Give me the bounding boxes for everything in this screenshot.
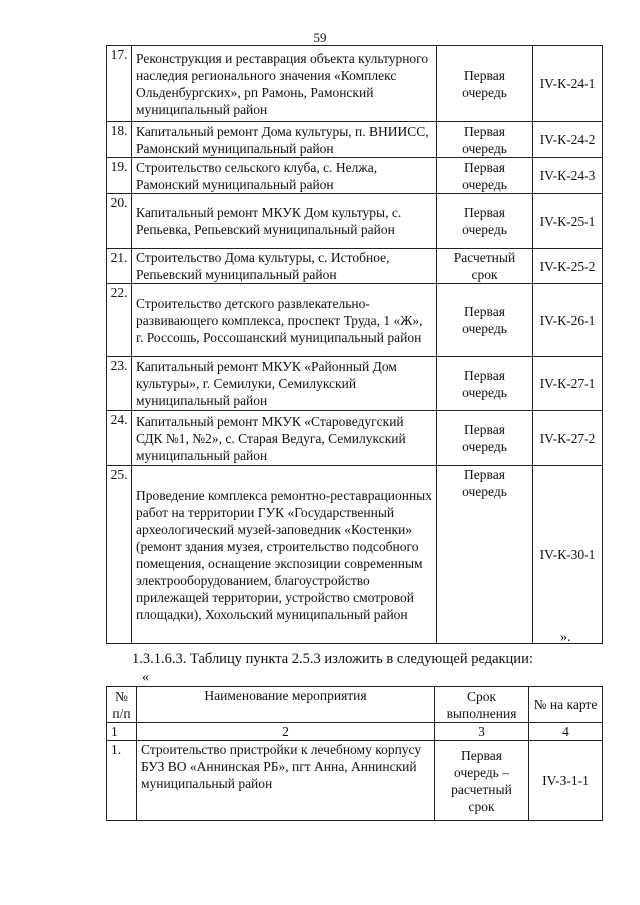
row-name: Капитальный ремонт МКУК Дом культуры, с. Репьевка, Репьевский муниципальный район <box>132 194 437 249</box>
row-code: IV-З-1-1 <box>529 741 603 821</box>
header-term: Срок выполнения <box>435 687 529 723</box>
paragraph-text: 1.3.1.6.3. Таблицу пункта 2.5.3 изложить в следующей редакции: <box>132 651 533 667</box>
row-code: IV-К-24-3 <box>533 158 603 194</box>
facilities-table <box>106 45 603 644</box>
col-number: 3 <box>435 723 529 741</box>
row-number: 25. <box>107 466 132 644</box>
row-number: 24. <box>107 411 132 466</box>
row-code: IV-К-27-1 <box>533 357 603 411</box>
row-code: IV-К-30-1 <box>533 466 603 644</box>
row-number: 23. <box>107 357 132 411</box>
row-term: Первая очередь <box>437 411 533 466</box>
col-number: 1 <box>107 723 137 741</box>
row-number: 22. <box>107 284 132 357</box>
table-row <box>107 122 603 158</box>
row-name: Капитальный ремонт МКУК «Районный Дом культуры», г. Семилуки, Семилукский муниципальный район <box>132 357 437 411</box>
row-term: Первая очередь – расчетный срок <box>435 741 529 821</box>
row-number: 17. <box>107 46 132 122</box>
col-number: 4 <box>529 723 603 741</box>
row-name: Строительство пристройки к лечебному корпусу БУЗ ВО «Аннинская РБ», пгт Анна, Аннинский муниципальный район <box>137 741 435 821</box>
row-name: Строительство детского развлекательно-развивающего комплекса, проспект Труда, 1 «Ж», г. Россошь, Россошанский муниципальный район <box>132 284 437 357</box>
row-name: Строительство Дома культуры, с. Истобное, Репьевский муниципальный район <box>132 249 437 284</box>
row-code: IV-К-25-1 <box>533 194 603 249</box>
table-row <box>107 466 603 644</box>
opening-quote: « <box>142 670 149 685</box>
row-term: Первая очередь <box>437 122 533 158</box>
col-number: 2 <box>137 723 435 741</box>
row-term: Расчетный срок <box>437 249 533 284</box>
column-number-row <box>107 723 603 741</box>
table-row <box>107 357 603 411</box>
row-term: Первая очередь <box>437 158 533 194</box>
row-name: Проведение комплекса ремонтно-реставрационных работ на территории ГУК «Государственный археологический музей-заповедник «Костенки» (ремонт здания музея, строительство подсобного помещения, оснащение экспозиции современным электрооборудованием, благоустройство прилежащей территории, устройство смотровой площадки), Хохольский муниципальный район <box>132 466 437 644</box>
header-num: № п/п <box>107 687 137 723</box>
row-term: Первая очередь <box>437 46 533 122</box>
row-number: 1. <box>107 741 137 821</box>
row-code: IV-К-24-1 <box>533 46 603 122</box>
row-name: Реконструкция и реставрация объекта культурного наследия регионального значения «Комплекс Ольденбургских», рп Рамонь, Рамонский муниципальный район <box>132 46 437 122</box>
row-name: Строительство сельского клуба, с. Нелжа, Рамонский муниципальный район <box>132 158 437 194</box>
row-term: Первая очередь <box>437 466 533 644</box>
table-row <box>107 194 603 249</box>
row-number: 21. <box>107 249 132 284</box>
hospital-table <box>106 686 603 821</box>
page-number: 59 <box>313 30 327 45</box>
table-row <box>107 284 603 357</box>
row-number: 18. <box>107 122 132 158</box>
header-code: № на карте <box>529 687 603 723</box>
header-row <box>107 687 603 723</box>
row-name: Капитальный ремонт МКУК «Староведугский СДК №1, №2», с. Старая Ведуга, Семилукский муниципальный район <box>132 411 437 466</box>
table-row <box>107 158 603 194</box>
row-code: IV-К-26-1 <box>533 284 603 357</box>
closing-quote: ». <box>560 630 571 645</box>
table-row <box>107 249 603 284</box>
row-term: Первая очередь <box>437 284 533 357</box>
table-row <box>107 46 603 122</box>
row-number: 19. <box>107 158 132 194</box>
row-number: 20. <box>107 194 132 249</box>
row-code: IV-К-24-2 <box>533 122 603 158</box>
row-code: IV-К-27-2 <box>533 411 603 466</box>
row-term: Первая очередь <box>437 194 533 249</box>
row-name: Капитальный ремонт Дома культуры, п. ВНИИСС, Рамонский муниципальный район <box>132 122 437 158</box>
row-term: Первая очередь <box>437 357 533 411</box>
header-name: Наименование мероприятия <box>137 687 435 723</box>
table-row <box>107 411 603 466</box>
row-code: IV-К-25-2 <box>533 249 603 284</box>
table-row <box>107 741 603 821</box>
